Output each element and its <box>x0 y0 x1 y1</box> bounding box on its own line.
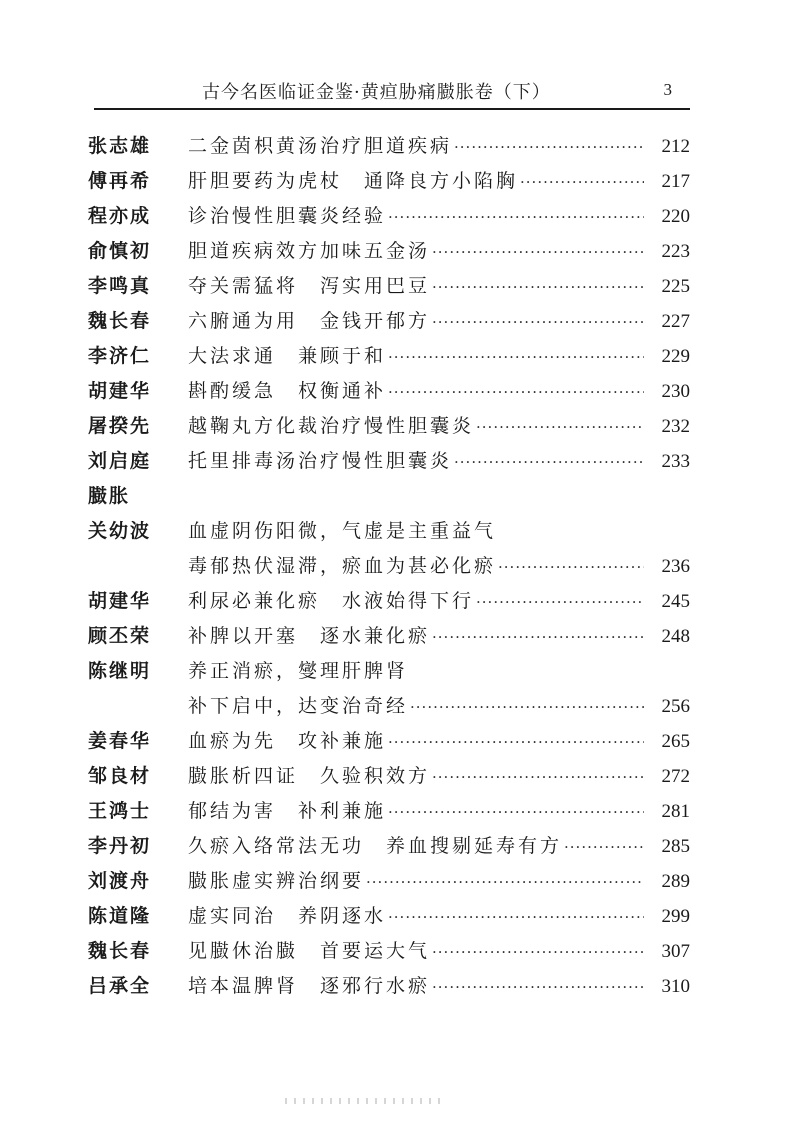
toc-entry-continuation[interactable] <box>88 551 690 581</box>
dot-leader <box>432 307 644 337</box>
entry-page: 289 <box>661 871 690 892</box>
entry-title: 夺关需猛将 泻实用巴豆 <box>188 275 431 297</box>
author-name: 顾丕荣 <box>88 625 152 647</box>
entry-title: 见臌休治臌 首要运大气 <box>188 940 431 962</box>
entry-page: 245 <box>661 591 690 612</box>
author-name: 程亦成 <box>88 205 152 227</box>
entry-page: 217 <box>661 171 690 192</box>
entry-page: 307 <box>661 941 690 962</box>
toc-entry[interactable] <box>88 271 690 301</box>
entry-title: 郁结为害 补利兼施 <box>188 800 387 822</box>
author-name: 刘启庭 <box>88 450 152 472</box>
dot-leader <box>432 762 644 792</box>
dot-leader <box>432 237 644 267</box>
page-number: 3 <box>663 80 672 99</box>
entry-page: 310 <box>661 976 690 997</box>
dot-leader <box>564 832 644 862</box>
dot-leader <box>388 377 644 407</box>
entry-page: 236 <box>661 556 690 577</box>
author-name: 李丹初 <box>88 835 152 857</box>
dot-leader <box>432 622 644 652</box>
entry-title-line2: 毒郁热伏湿滞，瘀血为甚必化瘀 <box>188 555 497 577</box>
author-name: 胡建华 <box>88 590 152 612</box>
toc-entry[interactable] <box>88 761 690 791</box>
entry-title: 臌胀析四证 久验积效方 <box>188 765 431 787</box>
dot-leader <box>388 342 644 372</box>
entry-title: 培本温脾肾 逐邪行水瘀 <box>188 975 431 997</box>
author-name: 关幼波 <box>88 520 152 542</box>
toc-entry[interactable] <box>88 866 690 896</box>
entry-page: 212 <box>661 136 690 157</box>
dot-leader <box>454 447 644 477</box>
dot-leader <box>366 867 644 897</box>
entry-page: 223 <box>661 241 690 262</box>
toc-entry[interactable] <box>88 376 690 406</box>
dot-leader <box>432 972 644 1002</box>
entry-page: 265 <box>661 731 690 752</box>
toc-entry[interactable] <box>88 796 690 826</box>
entry-title: 六腑通为用 金钱开郁方 <box>188 310 431 332</box>
entry-title: 大法求通 兼顾于和 <box>188 345 387 367</box>
entry-title-line1: 血虚阴伤阳微，气虚是主重益气 <box>188 520 497 542</box>
entry-title: 久瘀入络常法无功 养血搜剔延寿有方 <box>188 835 563 857</box>
entry-page: 229 <box>661 346 690 367</box>
entry-title: 补脾以开塞 逐水兼化瘀 <box>188 625 431 647</box>
entry-title: 利尿必兼化瘀 水液始得下行 <box>188 590 475 612</box>
toc-entry[interactable] <box>88 306 690 336</box>
author-name: 傅再希 <box>88 170 152 192</box>
entry-title: 胆道疾病效方加味五金汤 <box>188 240 431 262</box>
dot-leader <box>432 272 644 302</box>
entry-title: 肝胆要药为虎杖 通降良方小陷胸 <box>188 170 519 192</box>
author-name: 吕承全 <box>88 975 152 997</box>
toc-entry[interactable] <box>88 936 690 966</box>
entry-title: 斟酌缓急 权衡通补 <box>188 380 387 402</box>
scan-artifact <box>285 1098 445 1104</box>
toc-entry[interactable] <box>88 341 690 371</box>
entry-page: 225 <box>661 276 690 297</box>
author-name: 王鸿士 <box>88 800 152 822</box>
author-name: 张志雄 <box>88 135 152 157</box>
entry-title: 诊治慢性胆囊炎经验 <box>188 205 387 227</box>
toc-entry[interactable] <box>88 901 690 931</box>
toc-entry[interactable] <box>88 166 690 196</box>
dot-leader <box>388 797 644 827</box>
dot-leader <box>388 902 644 932</box>
entry-page: 285 <box>661 836 690 857</box>
author-name: 刘渡舟 <box>88 870 152 892</box>
toc-entry[interactable] <box>88 656 690 686</box>
toc-entry[interactable] <box>88 831 690 861</box>
entry-title-line1: 养正消瘀，燮理肝脾肾 <box>188 660 409 682</box>
author-name: 胡建华 <box>88 380 152 402</box>
author-name: 李鸣真 <box>88 275 152 297</box>
toc-entry[interactable] <box>88 971 690 1001</box>
entry-page: 233 <box>661 451 690 472</box>
toc-entry[interactable] <box>88 586 690 616</box>
entry-title: 越鞠丸方化裁治疗慢性胆囊炎 <box>188 415 475 437</box>
author-name: 俞慎初 <box>88 240 152 262</box>
entry-page: 232 <box>661 416 690 437</box>
page-header <box>94 74 690 110</box>
entry-page: 256 <box>661 696 690 717</box>
entry-title-line2: 补下启中，达变治奇经 <box>188 695 409 717</box>
author-name: 陈道隆 <box>88 905 152 927</box>
author-name: 姜春华 <box>88 730 152 752</box>
section-heading: 臌胀 <box>88 485 131 507</box>
dot-leader <box>520 167 644 197</box>
running-title: 古今名医临证金鉴·黄疸胁痛臌胀卷（下） <box>202 82 551 103</box>
entry-page: 227 <box>661 311 690 332</box>
author-name: 陈继明 <box>88 660 152 682</box>
dot-leader <box>454 132 644 162</box>
dot-leader <box>388 727 644 757</box>
entry-title: 二金茵枳黄汤治疗胆道疾病 <box>188 135 453 157</box>
dot-leader <box>476 587 644 617</box>
dot-leader <box>432 937 644 967</box>
dot-leader <box>388 202 644 232</box>
toc-entry[interactable] <box>88 411 690 441</box>
author-name: 魏长春 <box>88 310 152 332</box>
entry-page: 281 <box>661 801 690 822</box>
author-name: 魏长春 <box>88 940 152 962</box>
toc-entry[interactable] <box>88 726 690 756</box>
entry-page: 299 <box>661 906 690 927</box>
entry-title: 臌胀虚实辨治纲要 <box>188 870 365 892</box>
entry-page: 272 <box>661 766 690 787</box>
toc-entry[interactable] <box>88 621 690 651</box>
author-name: 邹良材 <box>88 765 152 787</box>
toc-entry[interactable] <box>88 201 690 231</box>
toc-entry[interactable] <box>88 236 690 266</box>
entry-title: 虚实同治 养阴逐水 <box>188 905 387 927</box>
toc-entry[interactable] <box>88 446 690 476</box>
toc-entry[interactable] <box>88 516 690 546</box>
entry-title: 托里排毒汤治疗慢性胆囊炎 <box>188 450 453 472</box>
author-name: 李济仁 <box>88 345 152 367</box>
entry-page: 220 <box>661 206 690 227</box>
dot-leader <box>476 412 644 442</box>
author-name: 屠揆先 <box>88 415 152 437</box>
entry-page: 248 <box>661 626 690 647</box>
toc-entry[interactable] <box>88 131 690 161</box>
entry-title: 血瘀为先 攻补兼施 <box>188 730 387 752</box>
dot-leader <box>410 692 644 722</box>
dot-leader <box>498 552 644 582</box>
entry-page: 230 <box>661 381 690 402</box>
toc-entry-continuation[interactable] <box>88 691 690 721</box>
